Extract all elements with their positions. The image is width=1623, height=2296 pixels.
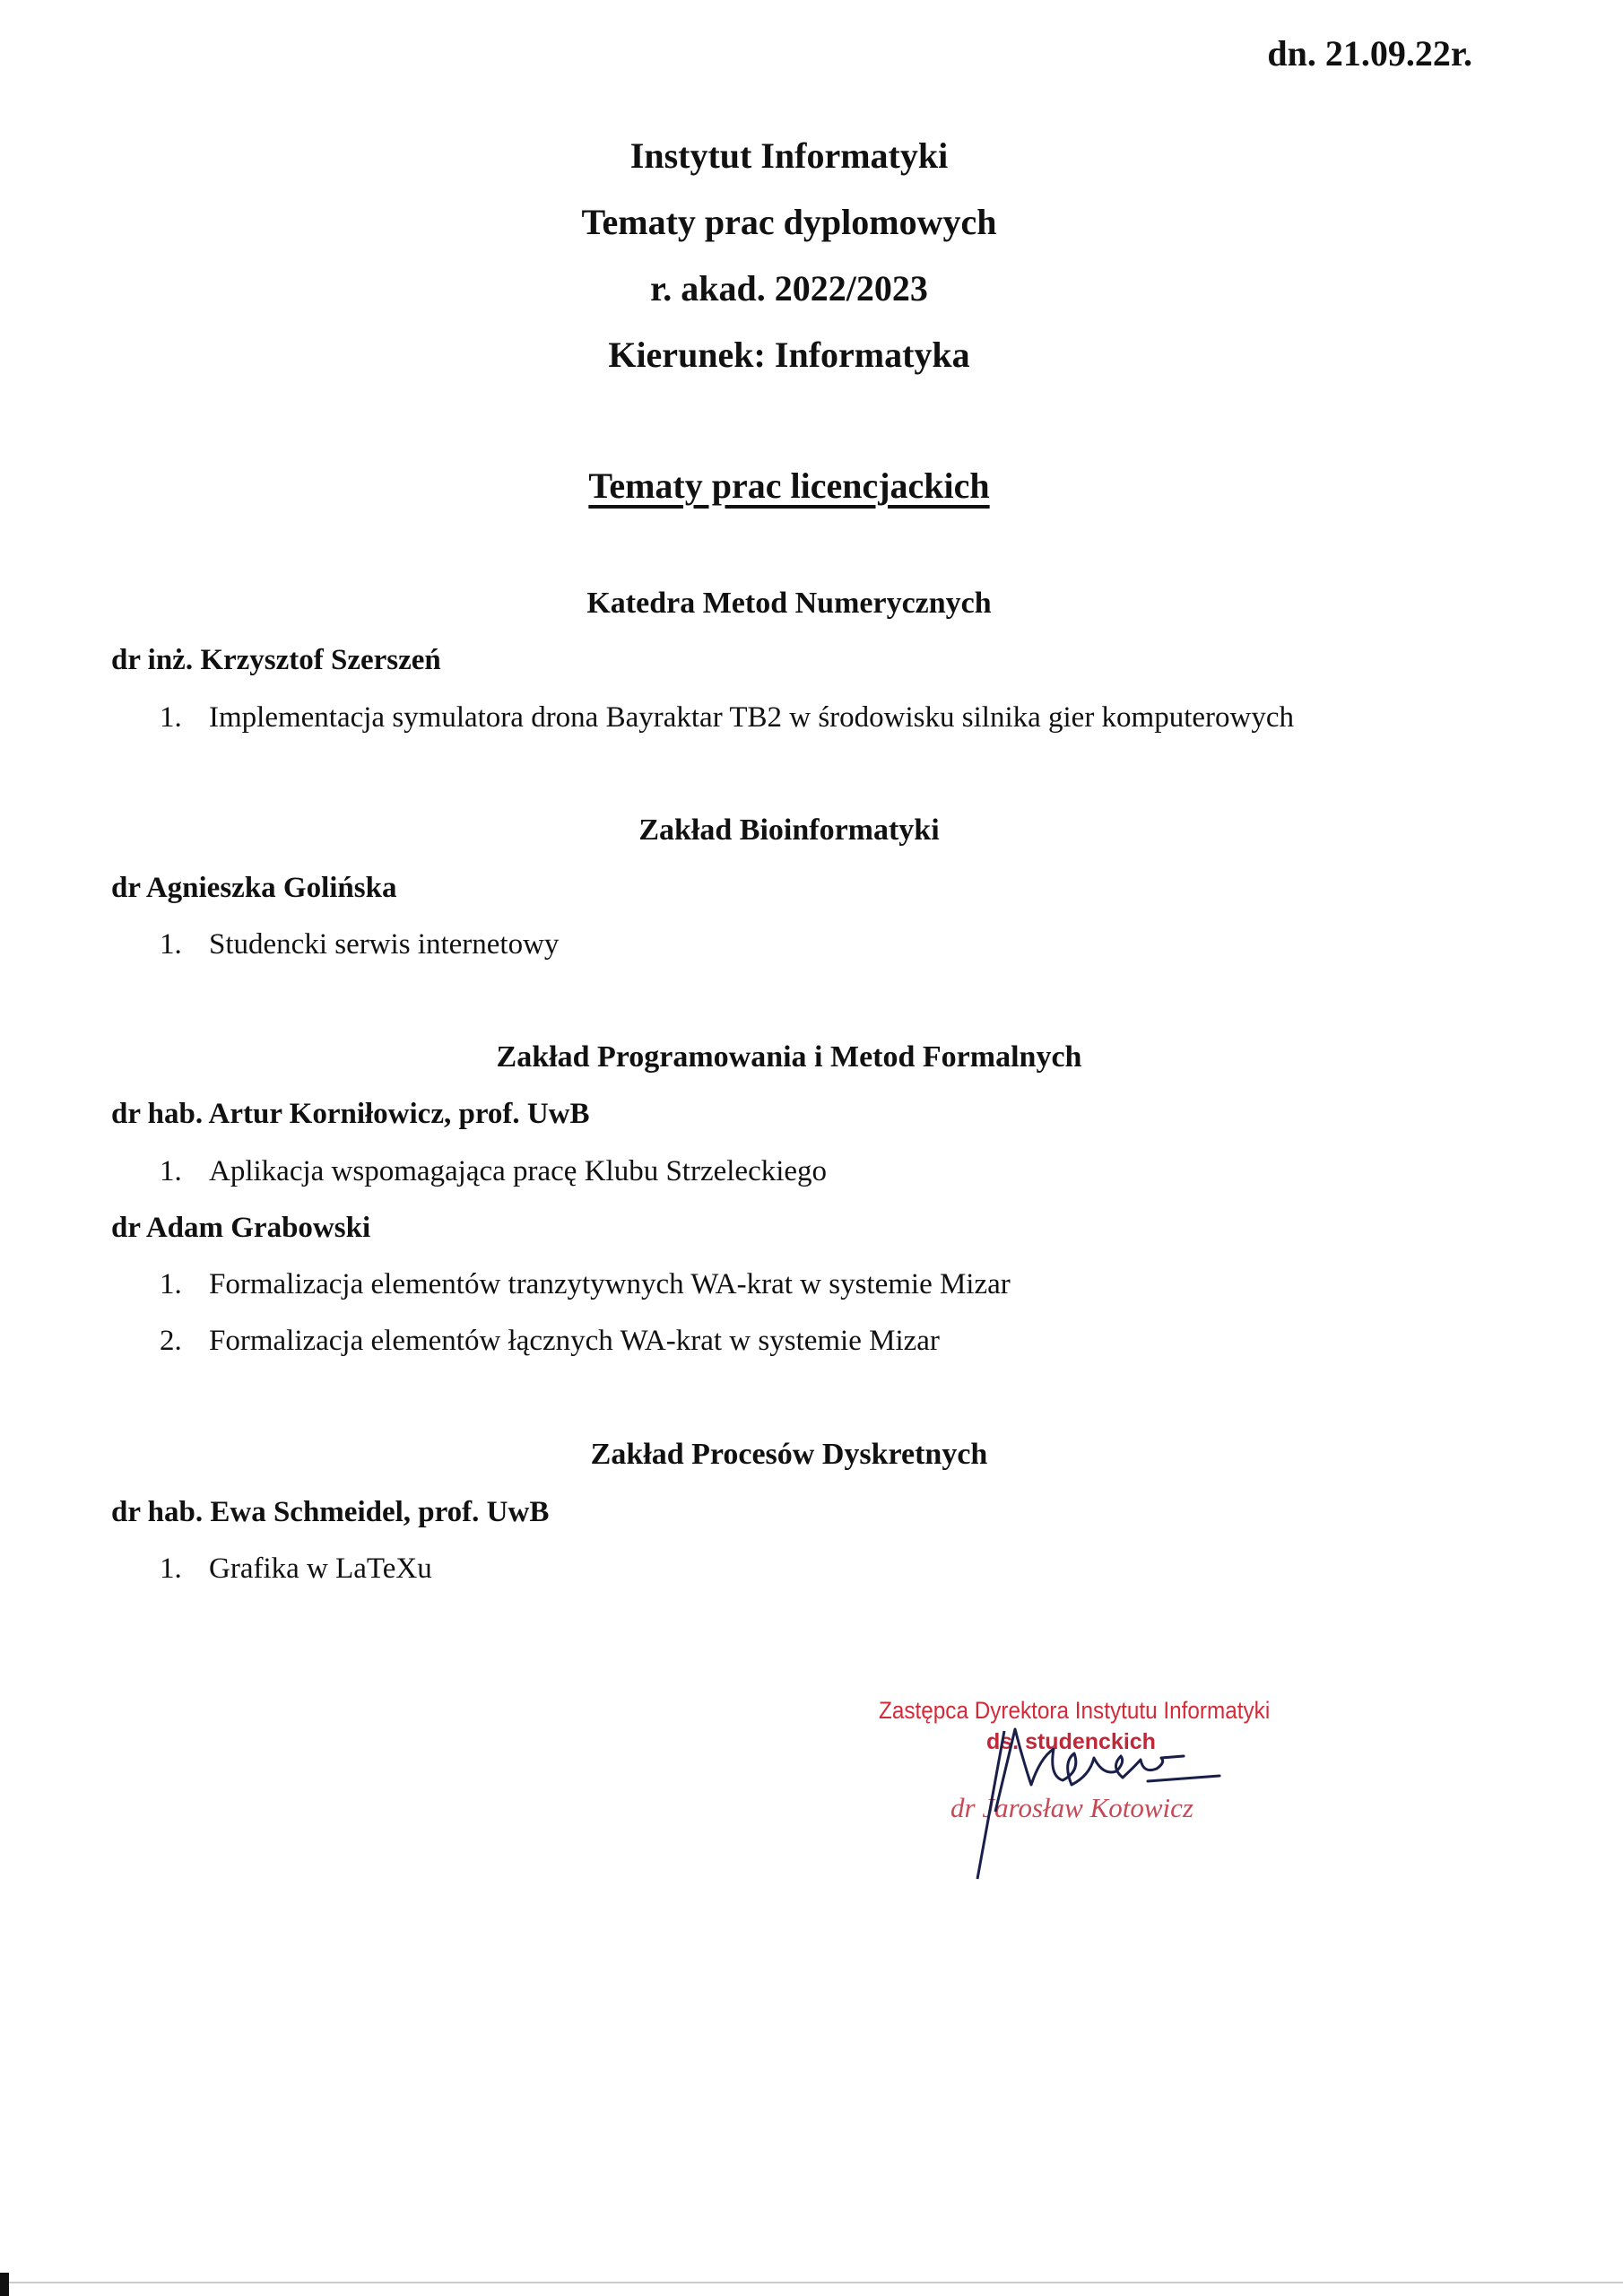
- topic-title: Grafika w LaTeXu: [209, 1552, 432, 1585]
- institute-name: Instytut Informatyki: [629, 135, 949, 176]
- department-heading: Zakład Bioinformatyki: [638, 813, 940, 847]
- academic-year: r. akad. 2022/2023: [650, 268, 928, 309]
- stamp-person: dr Jarosław Kotowicz: [950, 1792, 1193, 1823]
- department-heading: Zakład Programowania i Metod Formalnych: [496, 1040, 1082, 1074]
- topic-number: 1.: [160, 1268, 182, 1300]
- document-date: dn. 21.09.22r.: [1267, 33, 1472, 74]
- scan-corner-mark: [0, 2273, 9, 2296]
- stamp-department: ds. studenckich: [986, 1729, 1156, 1754]
- topic-item: [160, 1552, 432, 1586]
- topic-number: 2.: [160, 1325, 182, 1357]
- department-heading: Zakład Procesów Dyskretnych: [590, 1438, 988, 1471]
- department-heading: Katedra Metod Numerycznych: [586, 587, 992, 620]
- handwritten-signature: [968, 1722, 1255, 1883]
- supervisor-name: dr hab. Ewa Schmeidel, prof. UwB: [111, 1496, 550, 1528]
- topic-item: [160, 701, 1294, 735]
- topic-number: 1.: [160, 928, 182, 961]
- topic-item: [160, 1155, 827, 1188]
- topic-title: Aplikacja wspomagająca pracę Klubu Strzeleckiego: [209, 1155, 828, 1187]
- scan-edge-line: [0, 2282, 1623, 2283]
- topic-title: Implementacja symulatora drona Bayraktar TB2 w środowisku silnika gier komputerowych: [209, 701, 1295, 734]
- topic-item: [160, 1325, 940, 1358]
- section-title: Tematy prac licencjackich: [588, 465, 990, 506]
- topic-number: 1.: [160, 701, 182, 734]
- field-of-study: Kierunek: Informatyka: [608, 335, 970, 375]
- section-heading: [0, 465, 1578, 507]
- supervisor-name: dr inż. Krzysztof Szerszeń: [111, 644, 441, 676]
- stamp-position: Zastępca Dyrektora Instytutu Informatyki: [879, 1697, 1271, 1724]
- topic-number: 1.: [160, 1155, 182, 1187]
- topic-item: [160, 1268, 1011, 1301]
- document-title: Tematy prac dyplomowych: [581, 202, 997, 242]
- topic-title: Formalizacja elementów tranzytywnych WA-krat w systemie Mizar: [209, 1268, 1011, 1300]
- topic-title: Studencki serwis internetowy: [209, 928, 560, 961]
- topic-item: [160, 928, 559, 961]
- supervisor-name: dr hab. Artur Korniłowicz, prof. UwB: [111, 1098, 590, 1130]
- supervisor-name: dr Agnieszka Golińska: [111, 872, 397, 904]
- topic-title: Formalizacja elementów łącznych WA-krat w systemie Mizar: [209, 1325, 940, 1357]
- supervisor-name: dr Adam Grabowski: [111, 1212, 371, 1244]
- topic-number: 1.: [160, 1552, 182, 1585]
